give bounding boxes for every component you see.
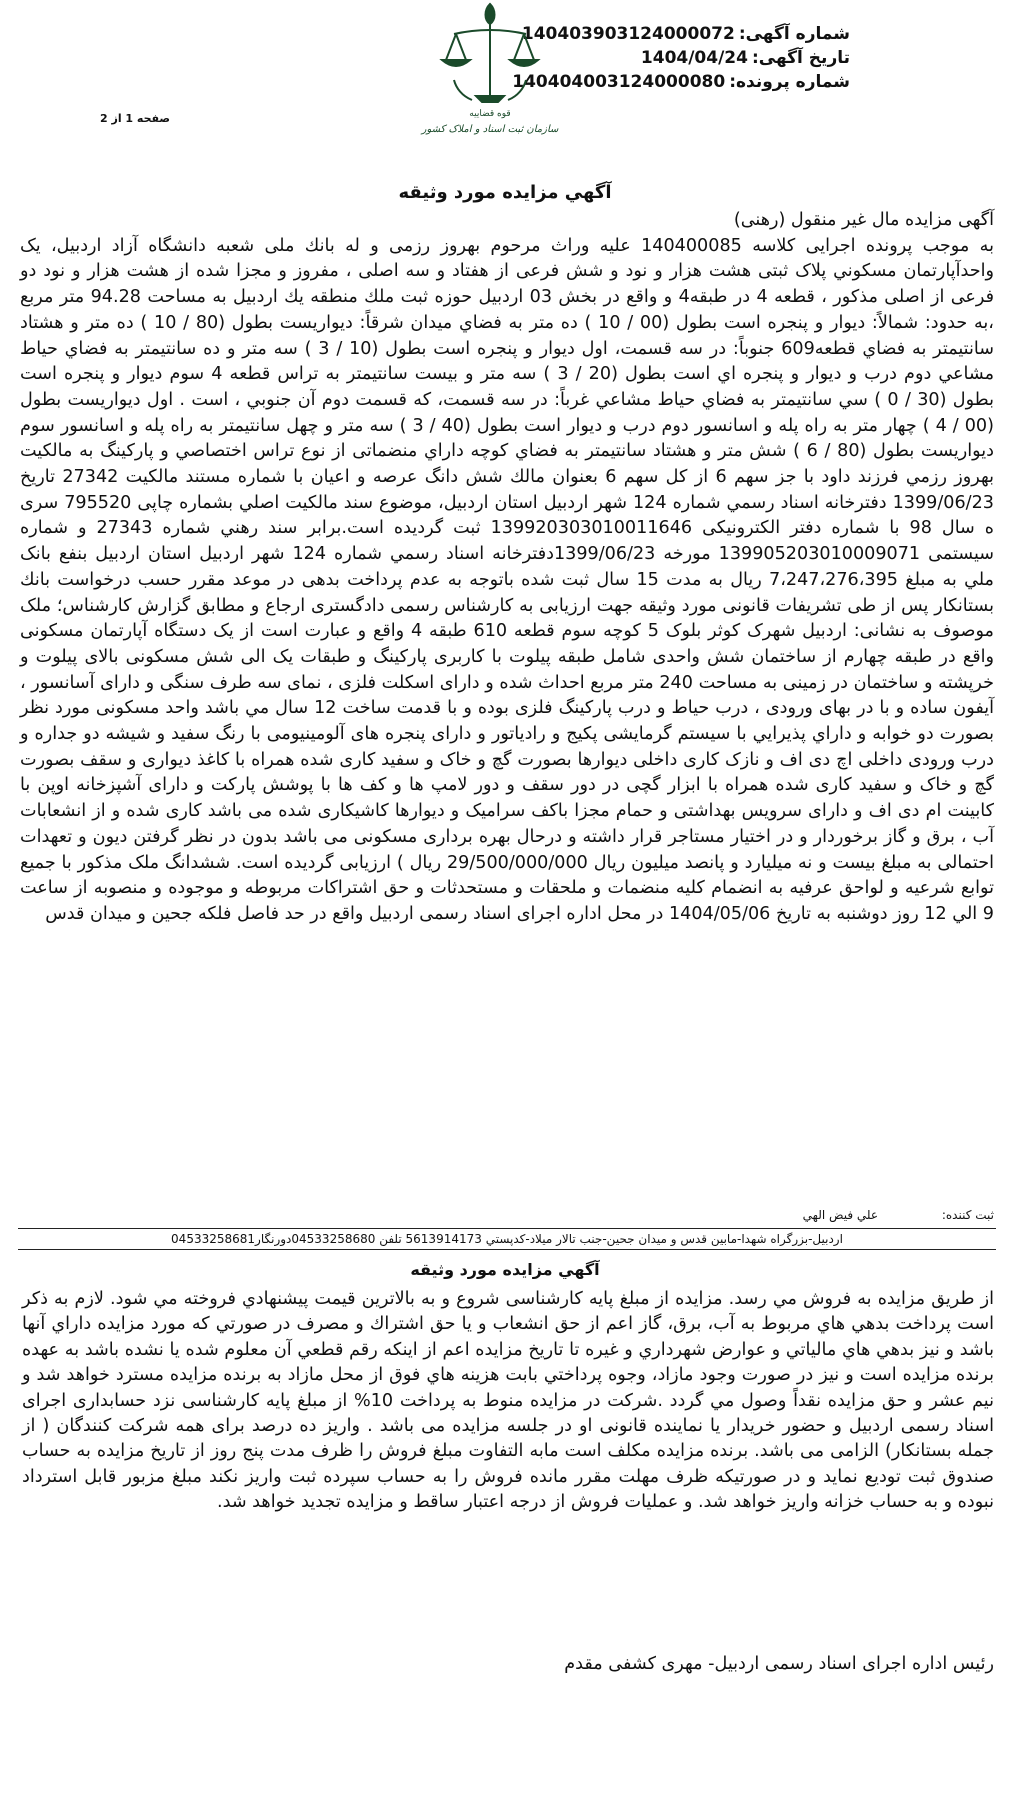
ad-number-label: شماره آگهی:: [738, 24, 850, 44]
signer-label: ثبت كننده:: [941, 1208, 994, 1222]
ad-number-row: [521, 22, 850, 46]
notice-title-continued: آگهي مزايده مورد وثيقه: [410, 1260, 600, 1279]
case-number: 140404003124000080: [512, 72, 726, 92]
scales-of-justice-icon: [410, 0, 570, 140]
header-meta: [512, 22, 850, 94]
emblem-caption-top: قوه قضاییه: [469, 109, 511, 119]
notice-body: [20, 208, 994, 928]
page-indicator: صفحه 1 از 2: [100, 112, 171, 125]
notice-paragraph: از طريق مزايده به فروش مي رسد. مزايده از مبلغ پايه كارشناسی شروع و به بالاترين قيمت پيشنهادي فروخته مي شود. لازم به ذكر است پرداخت بدهي هاي مربوط به آب، برق، گاز اعم از حق انشعاب و يا حق اشتراك و مصرف در صورتي كه مورد مزايده داراي آنها باشد و نيز بدهي هاي مالياتي و عوارض شهرداري و غيره تا تاريخ مزايده اعم از اينكه رقم قطعي آن معلوم شده يا نشده باشد به عهده برنده مزايده است و نيز در صورت وجود مازاد، وجوه پرداختي بابت هزينه هاي فوق از محل مازاد به برنده مزايده مسترد خواهد شد و نيم عشر و حق مزايده نقداً وصول مي گردد .شركت در مزايده منوط به پرداخت 10% از مبلغ پايه كارشناسی نزد حسابداری اجرای اسناد رسمی اردبيل و حضور خريدار يا نماينده قانونی او در جلسه مزايده می باشد . واريز ده درصد برای همه شركت كنندگان ( از جمله بستانكار) الزامی می باشد. برنده مزايده مكلف است مابه التفاوت مبلغ فروش را ظرف مدت پنج روز از تاريخ مزايده به حساب صندوق ثبت توديع نمايد و در صورتيكه ظرف مهلت مقرر مانده فروش را به حساب سپرده ثبت واريز نكند مبلغ مزبور قابل استرداد نبوده و به حساب خزانه واريز خواهد شد. و عمليات فروش از درجه اعتبار ساقط و مزايده تجديد خواهد شد.: [22, 1289, 994, 1513]
ad-date: 1404/04/24: [640, 48, 748, 68]
notice-paragraph: به موجب پرونده اجرايى كلاسه 140400085 عليه وراث مرحوم بهروز رزمی و له بانك ملی شعبه دانشگاه آزاد اردبيل، یک واحدآپارتمان مسكوني پلاک ثبتی هشت هزار و نود و شش فرعی از هفتاد و سه اصلی ، مفروز و مجزا شده از هشت هزار و نود دو فرعی از اصلی مذکور ، قطعه 4 در طبقه4 و واقع در بخش 03 اردبيل حوزه ثبت ملك منطقه يك اردبيل به مساحت 94.28 متر مربع ،به حدود: شمالاً: دیوار و پنجره است بطول (00 / 10 ) ده متر به فضاي ميدان شرقاً: ديواريست بطول (80 / 10 ) ده متر و هشتاد سانتيمتر به فضاي قطعه609 جنوباً: در سه قسمت، اول ديوار و پنجره است بطول (10 / 3 ) سه متر و ده سانتيمتر به فضاي حياط مشاعي دوم درب و ديوار و پنجره اي است بطول (20 / 3 ) سه متر و بيست سانتيمتر به تراس قطعه 4 سوم ديوار و پنجره است بطول (30 / 0 ) سي سانتيمتر به فضاي حياط مشاعي غرباً: در سه قسمت، که قسمت دوم آن جنوبي ، است . اول ديواريست بطول (00 / 4 ) چهار متر به راه پله و اسانسور دوم درب و ديوار است بطول (40 / 3 ) سه متر و چهل سانتيمتر به راه پله و اسانسور سوم ديواريست بطول (80 / 6 ) شش متر و هشتاد سانتيمتر به فضاي كوچه داراي منضماتی از نوع تراس اختصاصي و پاركينگ به مالکيت بهروز رزمي فرزند داود با جز سهم 6 از كل سهم 6 بعنوان مالك شش دانگ عرصه و اعيان با شماره مستند مالكيت 27342 تاريخ 1399/06/23 دفترخانه اسناد رسمي شماره 124 شهر اردبيل استان اردبيل، موضوع سند مالکيت اصلي بشماره چاپی 795520 سری ه سال 98 با شماره دفتر الکترونیکی 139920303010011646 ثبت گرديده است.برابر سند رهني شماره 27343 و شماره سيستمی 139905203010009071 مورخه 1399/06/23دفترخانه اسناد رسمي شماره 124 شهر اردبيل استان اردبيل بنفع بانک ملي به مبلغ 7،247،276،395 ريال به مدت 15 سال ثبت شده باتوجه به عدم پرداخت بدهی در موعد مقرر حسب درخواست بانك بستانكار پس از طی تشريفات قانونی مورد وثيقه جهت ارزيابی به كارشناس رسمی دادگستری ارجاع و مطابق گزارش كارشناس؛ ملک موصوف به نشانی: اردبيل شهرک كوثر بلوک 5 كوچه سوم قطعه 610 طبقه 4 واقع و عبارت است از يک دستگاه آپارتمان مسكونی واقع در طبقه چهارم از ساختمان شش واحدی شامل طبقه پيلوت با كاربری پاركينگ و طبقات يک الی شش مسكونی بالای پيلوت و خرپشته و ساختمان در زمينی به مساحت 240 متر مربع احداث شده و دارای اسكلت فلزی ، نمای سه طرف سنگی و دارای آسانسور ، آيفون ساده و با در بهای ورودی ، درب حياط و درب پاركينگ فلزی بوده و با قدمت ساخت 12 سال مي باشد واحد مسكونی مورد نظر بصورت دو خوابه و داراي پذيرايي با سيستم گرمايشی پكيج و رادياتور و دارای پنجره های آلومينيومی با رنگ سفيد و شيشه دو جداره و درب ورودی داخلی اچ دی اف و نازک كاری داخلی ديوارها بصورت گچ و خاک و سفيد كاری شده همراه با كاغذ ديواری و سقف بصورت گچ و خاک و سفيد كاری شده همراه با ابزار گچی در دور سقف و دور لامپ ها و كف ها با پوشش پاركت و دارای آشپزخانه اوپن با كابينت ام دی اف و دارای سرويس بهداشتی و حمام مجزا باكف سراميک و ديوارها كاشيكاری شده می باشد كاری شده و از انشعابات آب ، برق و گاز برخوردار و در اختيار مستاجر قرار داشته و درحال بهره برداری مسكونی می باشد بدون در نظر گرفتن ديون و تعهدات احتمالی به مبلغ بيست و نه ميليارد و پانصد ميليون ريال 29/500/000/000 ريال ) ارزيابی گرديده است. ششدانگ ملک مذكور با جميع توابع شرعيه و لواحق عرفيه به انضمام كليه منضمات و ملحقات و مستحدثات و حق اشتراكات مربوطه و موجوده و منصوبه از ساعت 9 الي 12 روز دوشنبه به تاريخ 1404/05/06 در محل اداره اجرای اسناد رسمی اردبيل واقع در حد فاصل فلكه جحين و ميدان قدس: [20, 235, 995, 924]
case-number-row: [512, 70, 850, 94]
ad-date-row: [580, 46, 850, 70]
notice-body-continued: [22, 1287, 994, 1516]
notice-title: آگهي مزايده مورد وثيقه: [398, 182, 612, 203]
emblem-caption-bottom: سازمان ثبت اسناد و املاک کشور: [421, 124, 559, 135]
ad-date-label: تاریخ آگهی:: [751, 48, 850, 68]
ad-number: 140403903124000072: [521, 24, 735, 44]
office-address: اردبيل-بزرگراه شهدا-مابين قدس و ميدان جحين-جنب تالار ميلاد-كدپستي 5613914173 تلفن 04533258680دورنگار04533258681: [18, 1228, 996, 1250]
registrar-signature: [20, 1208, 994, 1222]
notice-subtitle: آگهی مزایده مال غیر منقول (رهنی): [733, 210, 994, 230]
signer-name: علي فيض الهي: [802, 1208, 879, 1222]
office-head-signature: رئيس اداره اجرای اسناد رسمی اردبيل- مهری كشفی مقدم: [564, 1654, 994, 1674]
judiciary-emblem: [410, 0, 570, 140]
case-number-label: شماره پرونده:: [729, 72, 850, 92]
